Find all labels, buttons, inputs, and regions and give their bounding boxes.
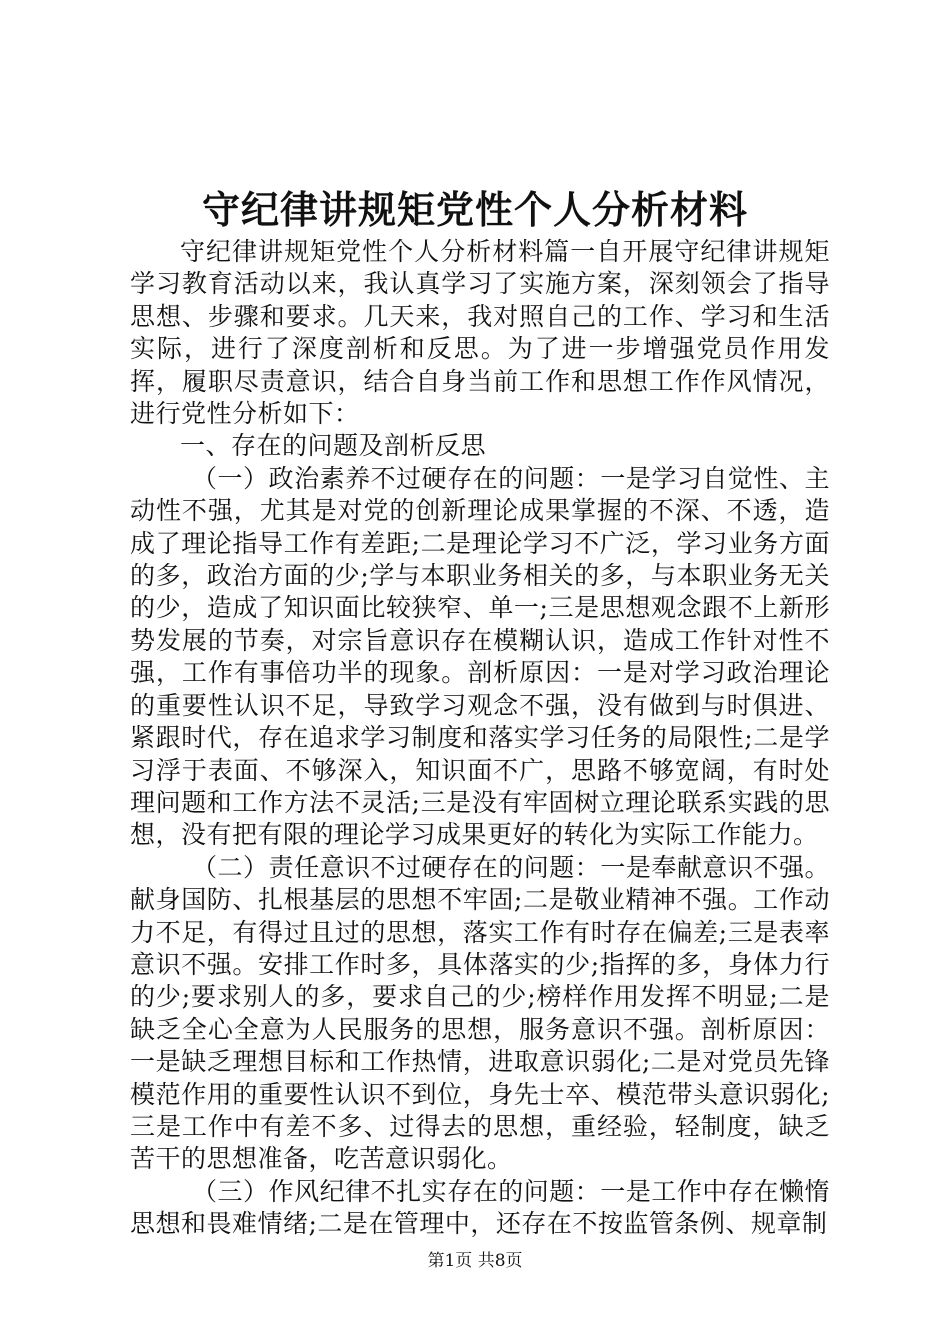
document-body bbox=[130, 236, 830, 1241]
section-heading-problems: 一、存在的问题及剖析反思 bbox=[180, 431, 487, 461]
document-title: 守纪律讲规矩党性个人分析材料 bbox=[201, 187, 748, 232]
paragraph-responsibility: （二）责任意识不过硬存在的问题：一是奉献意识不强。献身国防、扎根基层的思想不牢固;二是敬业精神不强。工作动力不足，有得过且过的思想，落实工作有时存在偏差;三是表率意识不强。安排工作时多，具体落实的少;指挥的多，身体力行的少;要求别人的多，要求自己的少;榜样作用发挥不明显;二是缺乏全心全意为人民服务的思想，服务意识不强。剖析原因：一是缺乏理想目标和工作热情，进取意识弱化;二是对党员先锋模范作用的重要性认识不到位，身先士卒、模范带头意识弱化;三是工作中有差不多、过得去的思想，重经验，轻制度，缺乏苦干的思想准备，吃苦意识弱化。 bbox=[130, 852, 830, 1174]
page-number-footer: 第1页 共8页 bbox=[427, 1251, 523, 1271]
paragraph-discipline: （三）作风纪律不扎实存在的问题：一是工作中存在懒惰思想和畏难情绪;二是在管理中，还存在不按监管条例、规章制 bbox=[130, 1176, 830, 1239]
paragraph-intro: 守纪律讲规矩党性个人分析材料篇一自开展守纪律讲规矩学习教育活动以来，我认真学习了实施方案，深刻领会了指导思想、步骤和要求。几天来，我对照自己的工作、学习和生活实际，进行了深度剖析和反思。为了进一步增强党员作用发挥，履职尽责意识，结合自身当前工作和思想工作作风情况，进行党性分析如下： bbox=[130, 237, 830, 429]
paragraph-political-quality: （一）政治素养不过硬存在的问题：一是学习自觉性、主动性不强，尤其是对党的创新理论成果掌握的不深、不透，造成了理论指导工作有差距;二是理论学习不广泛，学习业务方面的多，政治方面的少;学与本职业务相关的多，与本职业务无关的少，造成了知识面比较狭窄、单一;三是思想观念跟不上新形势发展的节奏，对宗旨意识存在模糊认识，造成工作针对性不强，工作有事倍功半的现象。剖析原因：一是对学习政治理论的重要性认识不足，导致学习观念不强，没有做到与时俱进、紧跟时代，存在追求学习制度和落实学习任务的局限性;二是学习浮于表面、不够深入，知识面不广，思路不够宽阔，有时处理问题和工作方法不灵活;三是没有牢固树立理论联系实践的思想，没有把有限的理论学习成果更好的转化为实际工作能力。 bbox=[130, 463, 830, 850]
